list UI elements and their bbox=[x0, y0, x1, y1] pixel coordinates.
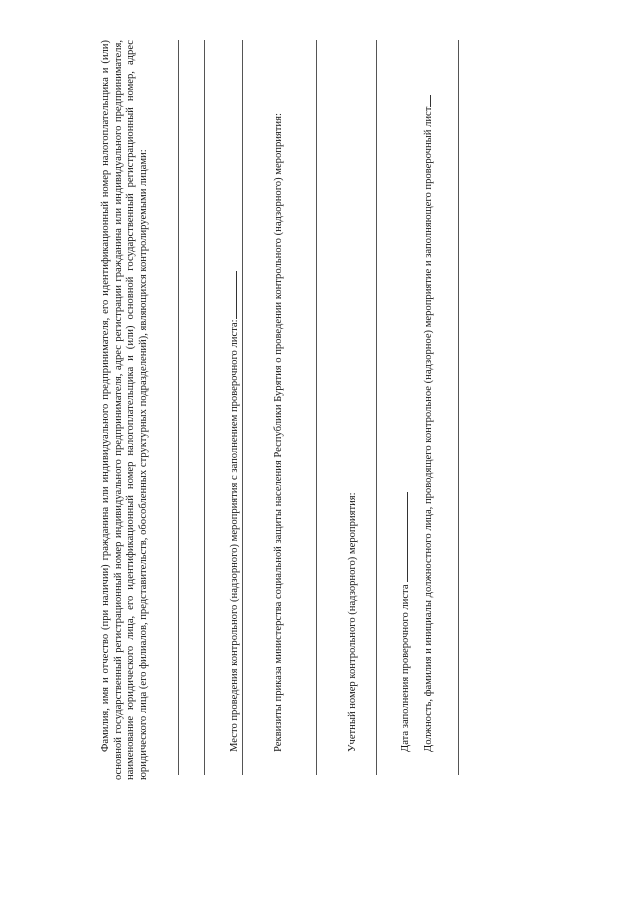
form-content bbox=[100, 40, 434, 780]
event-place-answer-line[interactable] bbox=[242, 40, 243, 775]
fill-date-fill-line[interactable] bbox=[397, 492, 408, 582]
rotated-content-frame bbox=[100, 40, 434, 780]
controlled-person-answer-line-2[interactable] bbox=[204, 40, 205, 775]
controlled-person-description: Фамилия, имя и отчество (при наличии) гражданина или индивидуального предпринимателя, его идентификационный номер налогоплательщика и (или) основной государственный регистрационный номер индивидуального предпринимателя, адрес регистрации гражданина или индивидуального предпринимателя, наименование юридического лица, его идентификационный номер налогоплательщика и (или) основной государственный регистрационный номер, адрес юридического лица (его филиалов, представительств, обособленных структурных подразделений), являющихся контролируемыми лицами: bbox=[100, 40, 149, 780]
controlled-person-answer-line[interactable] bbox=[178, 40, 179, 775]
registration-number-answer-line[interactable] bbox=[376, 40, 377, 775]
official-position-answer-line[interactable] bbox=[458, 40, 459, 775]
fill-date-label: Дата заполнения проверочного листа bbox=[400, 584, 411, 752]
order-requisites-answer-line[interactable] bbox=[316, 40, 317, 775]
fill-date-row bbox=[397, 40, 413, 780]
registration-number-label: Учетный номер контрольного (надзорного) мероприятия: bbox=[347, 492, 358, 752]
event-place-label: Место проведения контрольного (надзорного) мероприятия с заполнением проверочного листа: bbox=[229, 319, 240, 752]
order-requisites-label: Реквизиты приказа министерства социальной защиты населения Республики Бурятия о проведении контрольного (надзорного) мероприятия: bbox=[273, 113, 284, 752]
event-place-row bbox=[226, 40, 242, 780]
official-position-label bbox=[420, 40, 436, 780]
official-position-text: Должность, фамилия и инициалы должностного лица, проводящего контрольное (надзорное) мероприятие и заполняющего проверочный лист bbox=[423, 106, 434, 752]
official-position-fill-line[interactable] bbox=[420, 95, 431, 107]
event-place-fill-line[interactable] bbox=[226, 271, 237, 319]
